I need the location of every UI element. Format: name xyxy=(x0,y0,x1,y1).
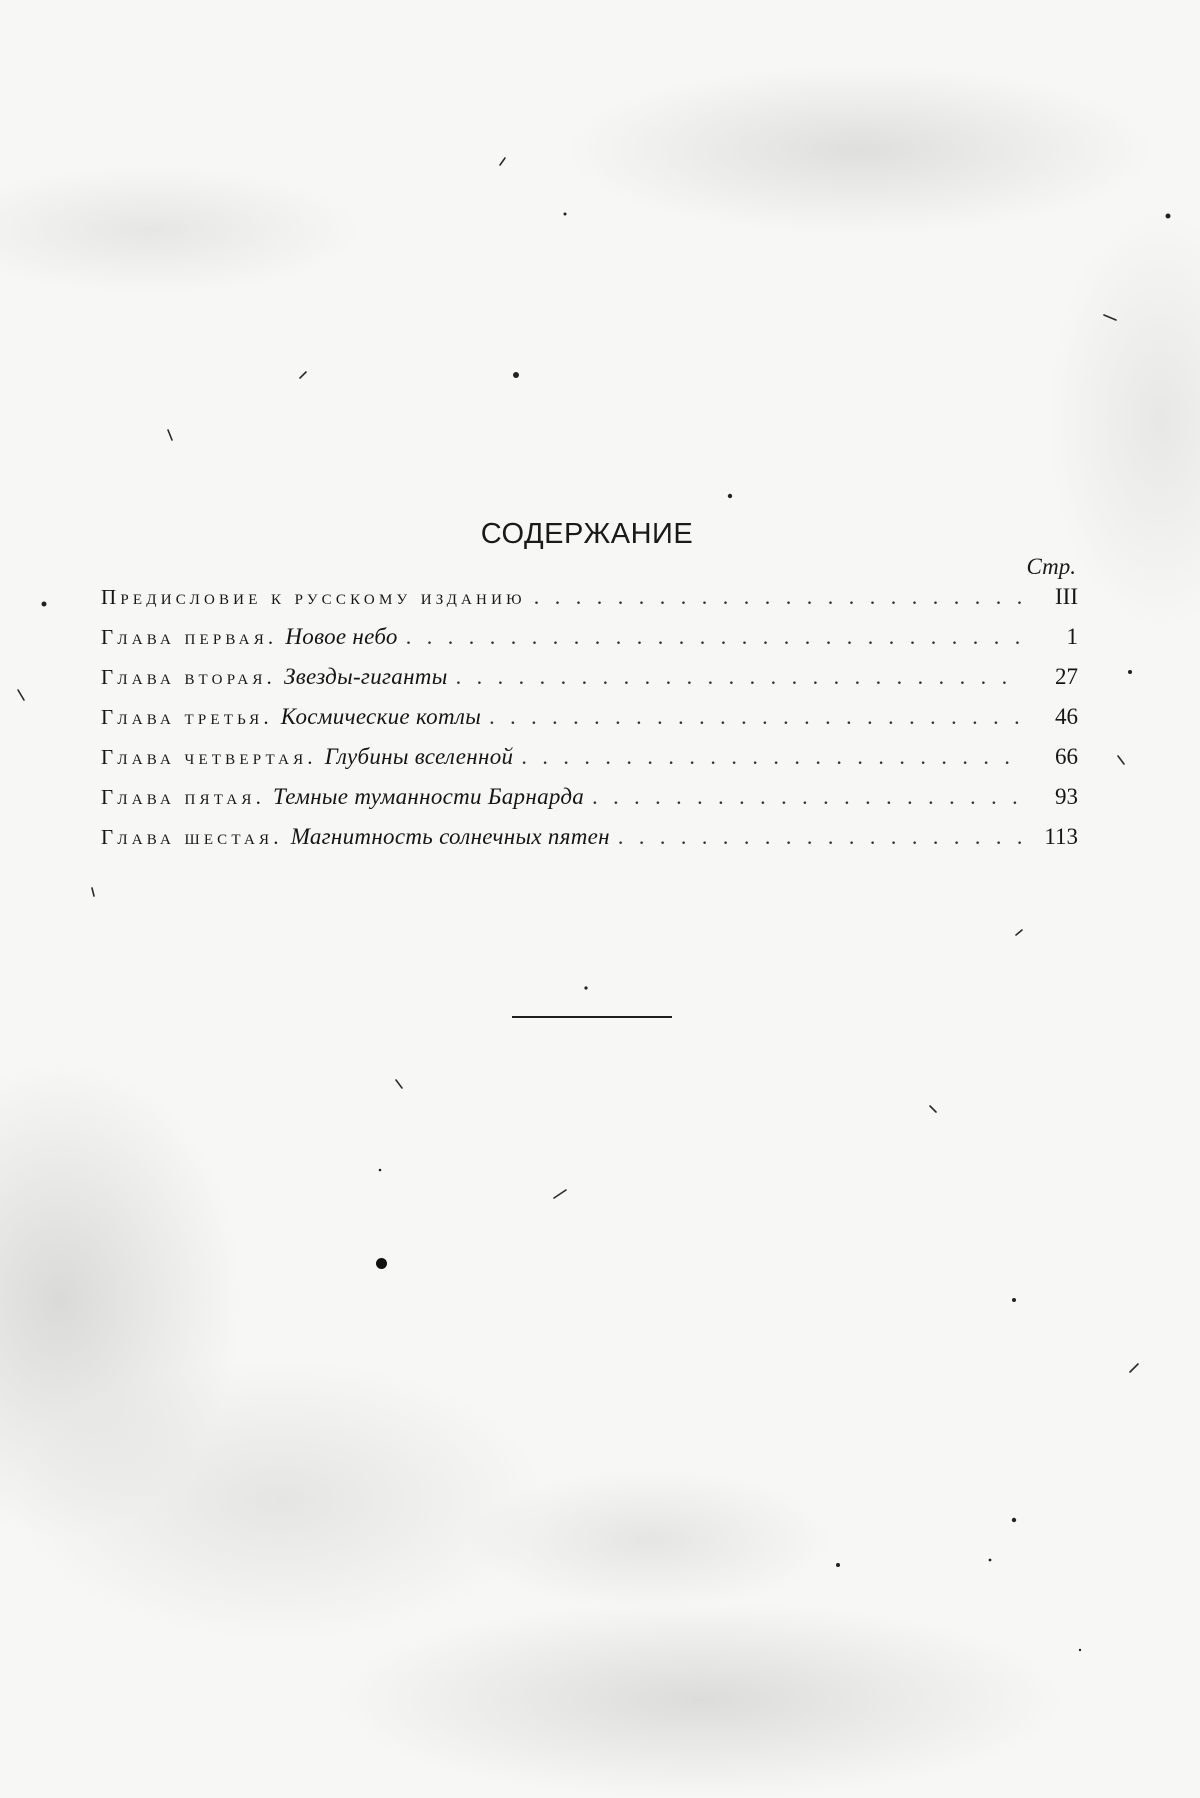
speck xyxy=(1012,1518,1016,1522)
toc-entry-title: Звезды-гиганты xyxy=(284,664,448,689)
speck-line xyxy=(554,1190,566,1198)
speck xyxy=(42,602,47,607)
page-column-label: Стр. xyxy=(1026,554,1076,579)
speck xyxy=(1012,1298,1016,1302)
toc-entry-title: Темные туманности Барнарда xyxy=(273,784,585,809)
toc-entry-page: 27 xyxy=(1055,664,1078,689)
toc-entry-label: Предисловие к русскому изданию xyxy=(101,585,526,609)
toc-entry[interactable] xyxy=(101,624,1078,664)
dot-leader xyxy=(406,624,1022,650)
toc-entry[interactable] xyxy=(101,704,1078,744)
speck-line xyxy=(18,690,24,700)
toc-entry-title: Магнитность солнечных пятен xyxy=(290,824,610,849)
toc-entry-label: Глава шестая. xyxy=(101,825,283,849)
dot-leader xyxy=(456,664,1022,690)
speck xyxy=(1079,1649,1081,1651)
toc-entry-label: Глава пятая. xyxy=(101,785,266,809)
toc-entry-page: 1 xyxy=(1066,624,1078,649)
dot-leader xyxy=(618,824,1022,850)
toc-entry[interactable] xyxy=(101,584,1078,624)
speck-line xyxy=(168,430,172,440)
speck-line xyxy=(1130,1364,1138,1372)
speck-line xyxy=(1016,930,1022,935)
dot-leader xyxy=(489,704,1022,730)
speck xyxy=(513,372,519,378)
toc-entry-label: Глава четвертая. xyxy=(101,745,317,769)
closing-rule xyxy=(512,1016,672,1018)
speck xyxy=(989,1559,992,1562)
speck xyxy=(564,213,567,216)
dot-leader xyxy=(534,584,1022,610)
table-of-contents xyxy=(101,584,1078,864)
speck xyxy=(728,494,732,498)
speck xyxy=(584,986,587,989)
toc-entry[interactable] xyxy=(101,744,1078,784)
toc-entry-label: Глава третья. xyxy=(101,705,273,729)
speck-line xyxy=(1118,756,1124,764)
toc-entry[interactable] xyxy=(101,784,1078,824)
toc-entry[interactable] xyxy=(101,824,1078,864)
speck xyxy=(836,1563,840,1567)
speck xyxy=(379,1169,382,1172)
toc-entry[interactable] xyxy=(101,664,1078,704)
toc-entry-page: III xyxy=(1055,584,1078,609)
dot-leader xyxy=(592,784,1022,810)
toc-entry-title: Новое небо xyxy=(285,624,398,649)
speck-line xyxy=(930,1106,936,1112)
toc-entry-title: Космические котлы xyxy=(280,704,482,729)
speck-line xyxy=(500,158,505,165)
toc-entry-page: 113 xyxy=(1044,824,1078,849)
ink-blot xyxy=(376,1258,387,1269)
speck xyxy=(1128,670,1132,674)
speck-line xyxy=(92,888,94,896)
toc-entry-page: 46 xyxy=(1055,704,1078,729)
dot-leader xyxy=(521,744,1022,770)
toc-entry-page: 93 xyxy=(1055,784,1078,809)
speck-line xyxy=(396,1080,402,1088)
speck xyxy=(1166,214,1171,219)
toc-entry-title: Глубины вселенной xyxy=(324,744,514,769)
speck-line xyxy=(1104,315,1116,320)
toc-entry-label: Глава вторая. xyxy=(101,665,277,689)
speck-line xyxy=(300,372,306,378)
toc-entry-label: Глава первая. xyxy=(101,625,278,649)
toc-entry-page: 66 xyxy=(1055,744,1078,769)
page-title: СОДЕРЖАНИЕ xyxy=(480,518,694,550)
